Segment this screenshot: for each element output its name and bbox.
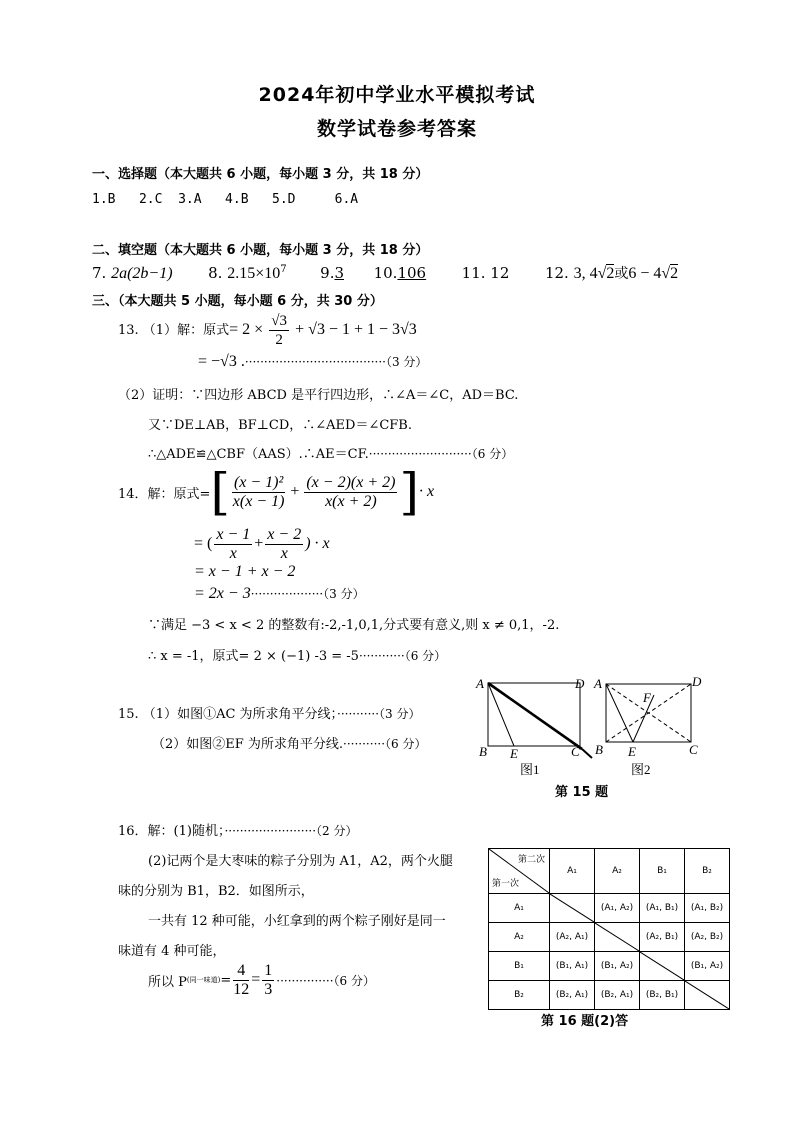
q16-line2: (2)记两个是大枣味的粽子分别为 A1，A2，两个火腿: [148, 854, 453, 869]
q7-number: 7.: [92, 264, 107, 282]
q16-outcome-table-wrap: [488, 848, 730, 1010]
table-row-header: A₂: [489, 923, 550, 952]
table-row: [489, 981, 730, 1010]
fig2-label-a: A: [594, 676, 602, 691]
table-cell: (A₁, A₂): [595, 894, 640, 923]
page-subtitle: 数学试卷参考答案: [316, 118, 477, 140]
q14-fraction-2: $\frac{(x - 2)(x + 2)}{x(x + 2)}$: [306, 473, 396, 510]
section-1-heading: 一、选择题（本大题共 6 小题，每小题 3 分，共 18 分）: [92, 167, 429, 182]
q14-expression: 14．解：原式= [ $\frac{\text{(x − 1)²}}{x(x - 1)}$ + $\frac{(x - 2)(x + 2)}{x(x + 2)}$ ] · x: [118, 463, 435, 521]
q12-radicand-2: 2: [670, 265, 679, 282]
fig1-label-a: A: [476, 676, 484, 691]
q13-part1-result: = −√3 .·····································（3 分）: [198, 353, 428, 370]
q16-table-caption: 第 16 题(2)答: [541, 1014, 629, 1029]
section-3-heading: 三、（本大题共 5 小题，每小题 6 分，共 30 分）: [92, 294, 383, 309]
fig1-caption: 图1: [520, 762, 540, 777]
q13-part2-line2: 又∵DE⊥AB，BF⊥CD，∴∠AED＝∠CFB.: [148, 418, 412, 433]
table-col-header: A₁: [550, 849, 595, 894]
q15-line2: （2）如图②EF 为所求角平分线.···········（6 分）: [152, 737, 427, 752]
q11-answer: 11. 12: [461, 264, 510, 282]
figure-2: [593, 674, 702, 777]
q15-line1: 15. （1）如图①AC 为所求角平分线；···········（3 分）: [118, 707, 421, 722]
q16-line4: 一共有 12 种可能，小红拿到的两个粽子刚好是同一: [148, 914, 446, 929]
fig1-label-e: E: [510, 746, 518, 761]
table-cell: (B₂, A₁): [550, 981, 595, 1010]
table-cell: [595, 923, 640, 952]
q16-line1: 16．解：(1)随机；························（2 分）: [118, 824, 358, 839]
table-cell: (A₂, A₁): [550, 923, 595, 952]
fig2-label-c: C: [689, 742, 698, 757]
q14-final: ∴ x = -1，原式= 2 × (−1) -3 = -5············（6 分）: [148, 649, 447, 664]
section-2-heading: 二、填空题（本大题共 6 小题，每小题 3 分，共 18 分）: [92, 243, 429, 258]
table-cell: (A₁, B₂): [685, 894, 730, 923]
q8-answer: 2.15×10: [227, 265, 281, 282]
page-title: 2024年初中学业水平模拟考试: [258, 84, 536, 106]
fig2-caption: 图2: [631, 762, 651, 777]
table-row-header: B₁: [489, 952, 550, 981]
table-cell: (B₁, A₂): [685, 952, 730, 981]
table-cell: [550, 894, 595, 923]
fig2-label-d: D: [692, 674, 702, 689]
table-cell: [685, 981, 730, 1010]
table-col-header: B₂: [685, 849, 730, 894]
q12-number: 12.: [544, 264, 569, 282]
q16-outcome-table: [488, 848, 730, 1010]
table-row: [489, 894, 730, 923]
table-cell: (A₂, B₂): [685, 923, 730, 952]
q14-step3: = x − 1 + x − 2: [194, 563, 296, 580]
q7-answer: 2a(2b−1): [111, 265, 173, 282]
q10-number: 10.: [373, 264, 398, 282]
fig2-label-f: F: [643, 690, 651, 705]
table-cell: (B₂, B₁): [640, 981, 685, 1010]
fig1-label-d: D: [575, 676, 585, 691]
q12-or: 或: [614, 267, 629, 282]
table-col-header: B₁: [640, 849, 685, 894]
q12-part-b: 6 − 4: [628, 265, 662, 282]
q9-answer: 3: [334, 264, 345, 282]
q13-part1: 13. （1）解：原式= 2 × $\frac{√3}{2}$ + √3 − 1 + 1 − 3√3: [118, 313, 417, 348]
fig2-label-e: E: [628, 744, 636, 759]
fig1-label-c: C: [571, 744, 580, 759]
q14-label: 14．解：原式=: [118, 486, 211, 502]
table-cell: (B₂, A₁): [595, 981, 640, 1010]
section-1-answers: 1.B 2.C 3.A 4.B 5.D 6.A: [92, 192, 359, 207]
table-cell: (A₂, B₁): [640, 923, 685, 952]
table-row-header: B₂: [489, 981, 550, 1010]
q16-line3: 味的分别为 B1，B2．如图所示，: [118, 884, 314, 899]
q12-part-a: 3, 4: [573, 265, 598, 282]
q12-radicand-1: 2: [606, 265, 615, 282]
table-row: [489, 923, 730, 952]
q13-part2-line1: （2）证明：∵四边形 ABCD 是平行四边形，∴∠A＝∠C，AD＝BC.: [118, 388, 519, 403]
probability-fraction-2: $\frac{1}{3}$: [264, 961, 273, 998]
q16-probability: 所以 P (同一味道) = $\frac{4}{12}$ = $\frac{1}{3}$ ···············（6 分）: [148, 961, 375, 998]
fill-blank-answers: 7. 2a(2b−1) 8. $2.15\times 10^7$ 9.3 10.106 11. 12 12. 3, 4√2或6 − 4√2: [92, 264, 679, 282]
table-row: [489, 952, 730, 981]
table-cell: (A₁, B₁): [640, 894, 685, 923]
q16-line5: 味道有 4 种可能，: [118, 944, 226, 959]
q9-number: 9.: [320, 264, 335, 282]
q13-part2-line3: ∴△ADE≌△CBF（AAS）.∴AE＝CF.···························（6 分）: [148, 447, 514, 462]
table-cell: (B₁, A₂): [595, 952, 640, 981]
table-row-header: A₁: [489, 894, 550, 923]
fig1-label-b: B: [479, 744, 487, 759]
sqrt3-over-2-fraction: $\frac{√3}{2}$: [271, 313, 287, 348]
q8-number: 8.: [208, 264, 223, 282]
q14-step4: = 2x − 3···················（3 分）: [194, 585, 365, 602]
fig2-label-b: B: [595, 742, 603, 757]
q15-figure-title: 第 15 题: [555, 785, 609, 800]
probability-fraction-1: $\frac{4}{12}$: [233, 961, 250, 998]
q13-label: 13. （1）解：原式: [118, 323, 230, 338]
figure-1: [475, 676, 592, 777]
q14-step2: = ( $\frac{x - 1}{x}$ + $\frac{x - 2}{x}$ ) · x: [194, 525, 330, 562]
table-cell: [640, 952, 685, 981]
q14-fraction-1: $\frac{\text{(x − 1)²}}{x(x - 1)}$: [232, 473, 285, 510]
q14-condition: ∵满足 −3 < x < 2 的整数有:-2,-1,0,1,分式要有意义,则 x ≠ 0,1，-2.: [148, 618, 560, 633]
table-corner-cell: 第二次 第一次: [489, 849, 550, 894]
q8-exponent: 7: [280, 264, 287, 275]
table-col-header: A₂: [595, 849, 640, 894]
q10-answer: 106: [397, 264, 427, 282]
table-cell: (B₁, A₁): [550, 952, 595, 981]
q15-figures: [470, 670, 720, 782]
